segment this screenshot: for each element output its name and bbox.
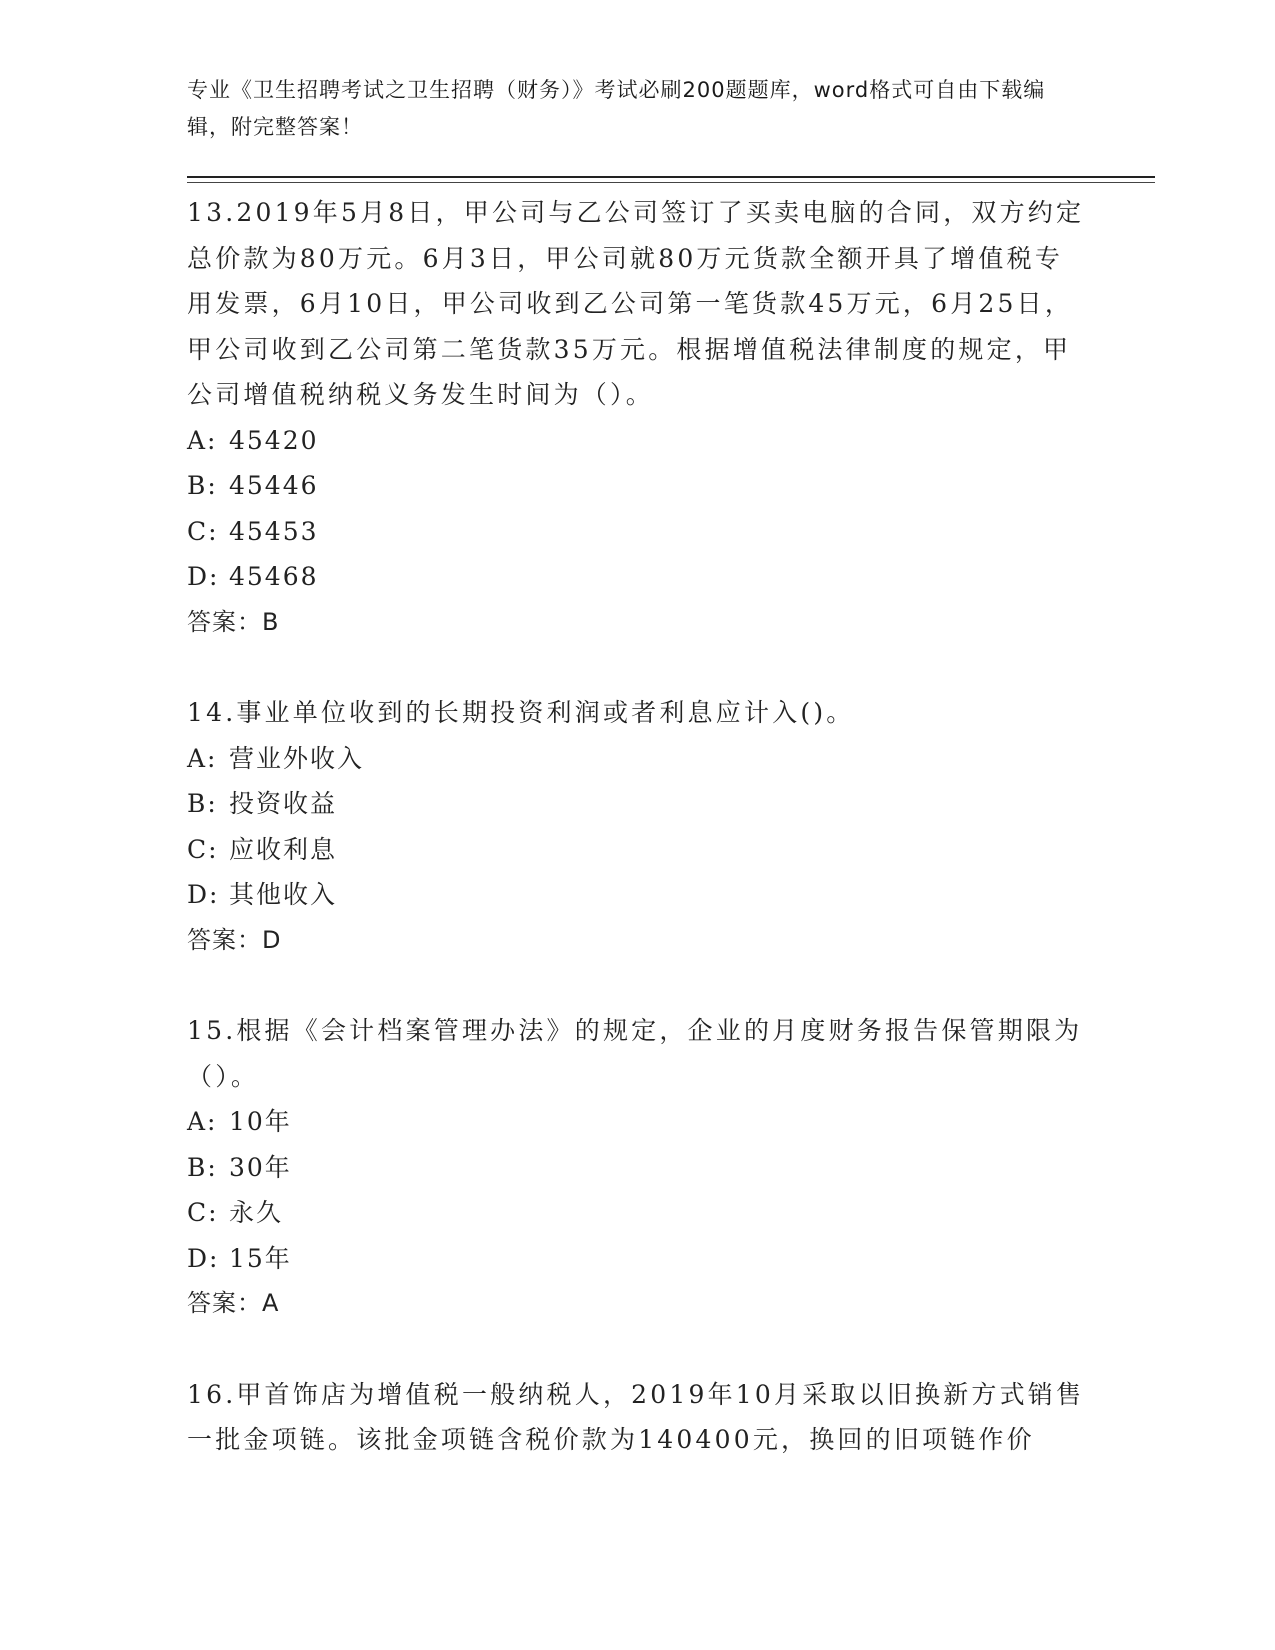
option-letter: C: [187,834,219,864]
option-letter: B: [187,1152,218,1182]
option-letter: D: [187,880,220,909]
option-d [187,554,1087,600]
question-14 [187,690,1087,963]
option-text: 营业外收入 [229,743,365,773]
option-letter: B: [187,471,218,500]
spacer [187,645,1087,690]
option-letter: A: [187,425,218,455]
question-text: 15.根据《会计档案管理办法》的规定，企业的月度财务报告保管期限为（）。 [187,1016,1083,1091]
option-b [187,1145,1087,1191]
option-letter: B: [187,789,218,818]
question-13 [187,190,1087,645]
option-letter: C: [187,1198,219,1227]
header-divider-thick [187,176,1155,178]
spacer [187,963,1087,1008]
option-a [187,1099,1087,1145]
answer: 答案：A [187,1289,280,1317]
option-text: 45420 [229,425,319,455]
option-text: 45468 [229,562,319,591]
option-text: 15年 [229,1243,292,1273]
answer: 答案：B [187,607,280,636]
option-c [187,509,1087,555]
question-text: 14.事业单位收到的长期投资利润或者利息应计入()。 [187,698,855,727]
spacer [187,1327,1087,1372]
option-c [187,827,1087,873]
answer: 答案：D [187,925,282,954]
option-text: 其他收入 [229,880,338,909]
option-letter: A: [187,743,218,773]
option-a [187,736,1087,782]
option-text: 永久 [229,1198,284,1227]
question-text: 16.甲首饰店为增值税一般纳税人，2019年10月采取以旧换新方式销售一批金项链。该批金项链含税价款为140400元，换回的旧项链作价 [187,1379,1085,1454]
option-letter: D: [187,562,220,591]
option-text: 30年 [229,1152,292,1182]
option-letter: A: [187,1107,218,1136]
option-text: 投资收益 [229,789,338,818]
option-letter: C: [187,516,219,546]
option-b [187,781,1087,827]
option-text: 45453 [229,516,319,546]
question-text: 13.2019年5月8日，甲公司与乙公司签订了买卖电脑的合同，双方约定总价款为80万元。6月3日，甲公司就80万元货款全额开具了增值税专用发票，6月10日，甲公司收到乙公司第一笔货款45万元，6月25日，甲公司收到乙公司第二笔货款35万元。根据增值税法律制度的规定，甲公司增值税纳税义务发生时间为（）。 [187,198,1085,409]
option-letter: D: [187,1243,220,1273]
option-c [187,1190,1087,1236]
option-a [187,418,1087,464]
option-text: 应收利息 [229,834,338,864]
question-16 [187,1372,1087,1463]
question-15 [187,1008,1087,1327]
option-d [187,872,1087,918]
option-d [187,1236,1087,1282]
header-divider-thin [187,182,1155,183]
option-text: 45446 [229,471,319,500]
option-text: 10年 [229,1107,292,1136]
question-list [187,190,1087,1463]
option-b [187,463,1087,509]
document-header: 专业《卫生招聘考试之卫生招聘（财务）》考试必刷200题题库，word格式可自由下载编辑，附完整答案！ [187,78,1046,139]
